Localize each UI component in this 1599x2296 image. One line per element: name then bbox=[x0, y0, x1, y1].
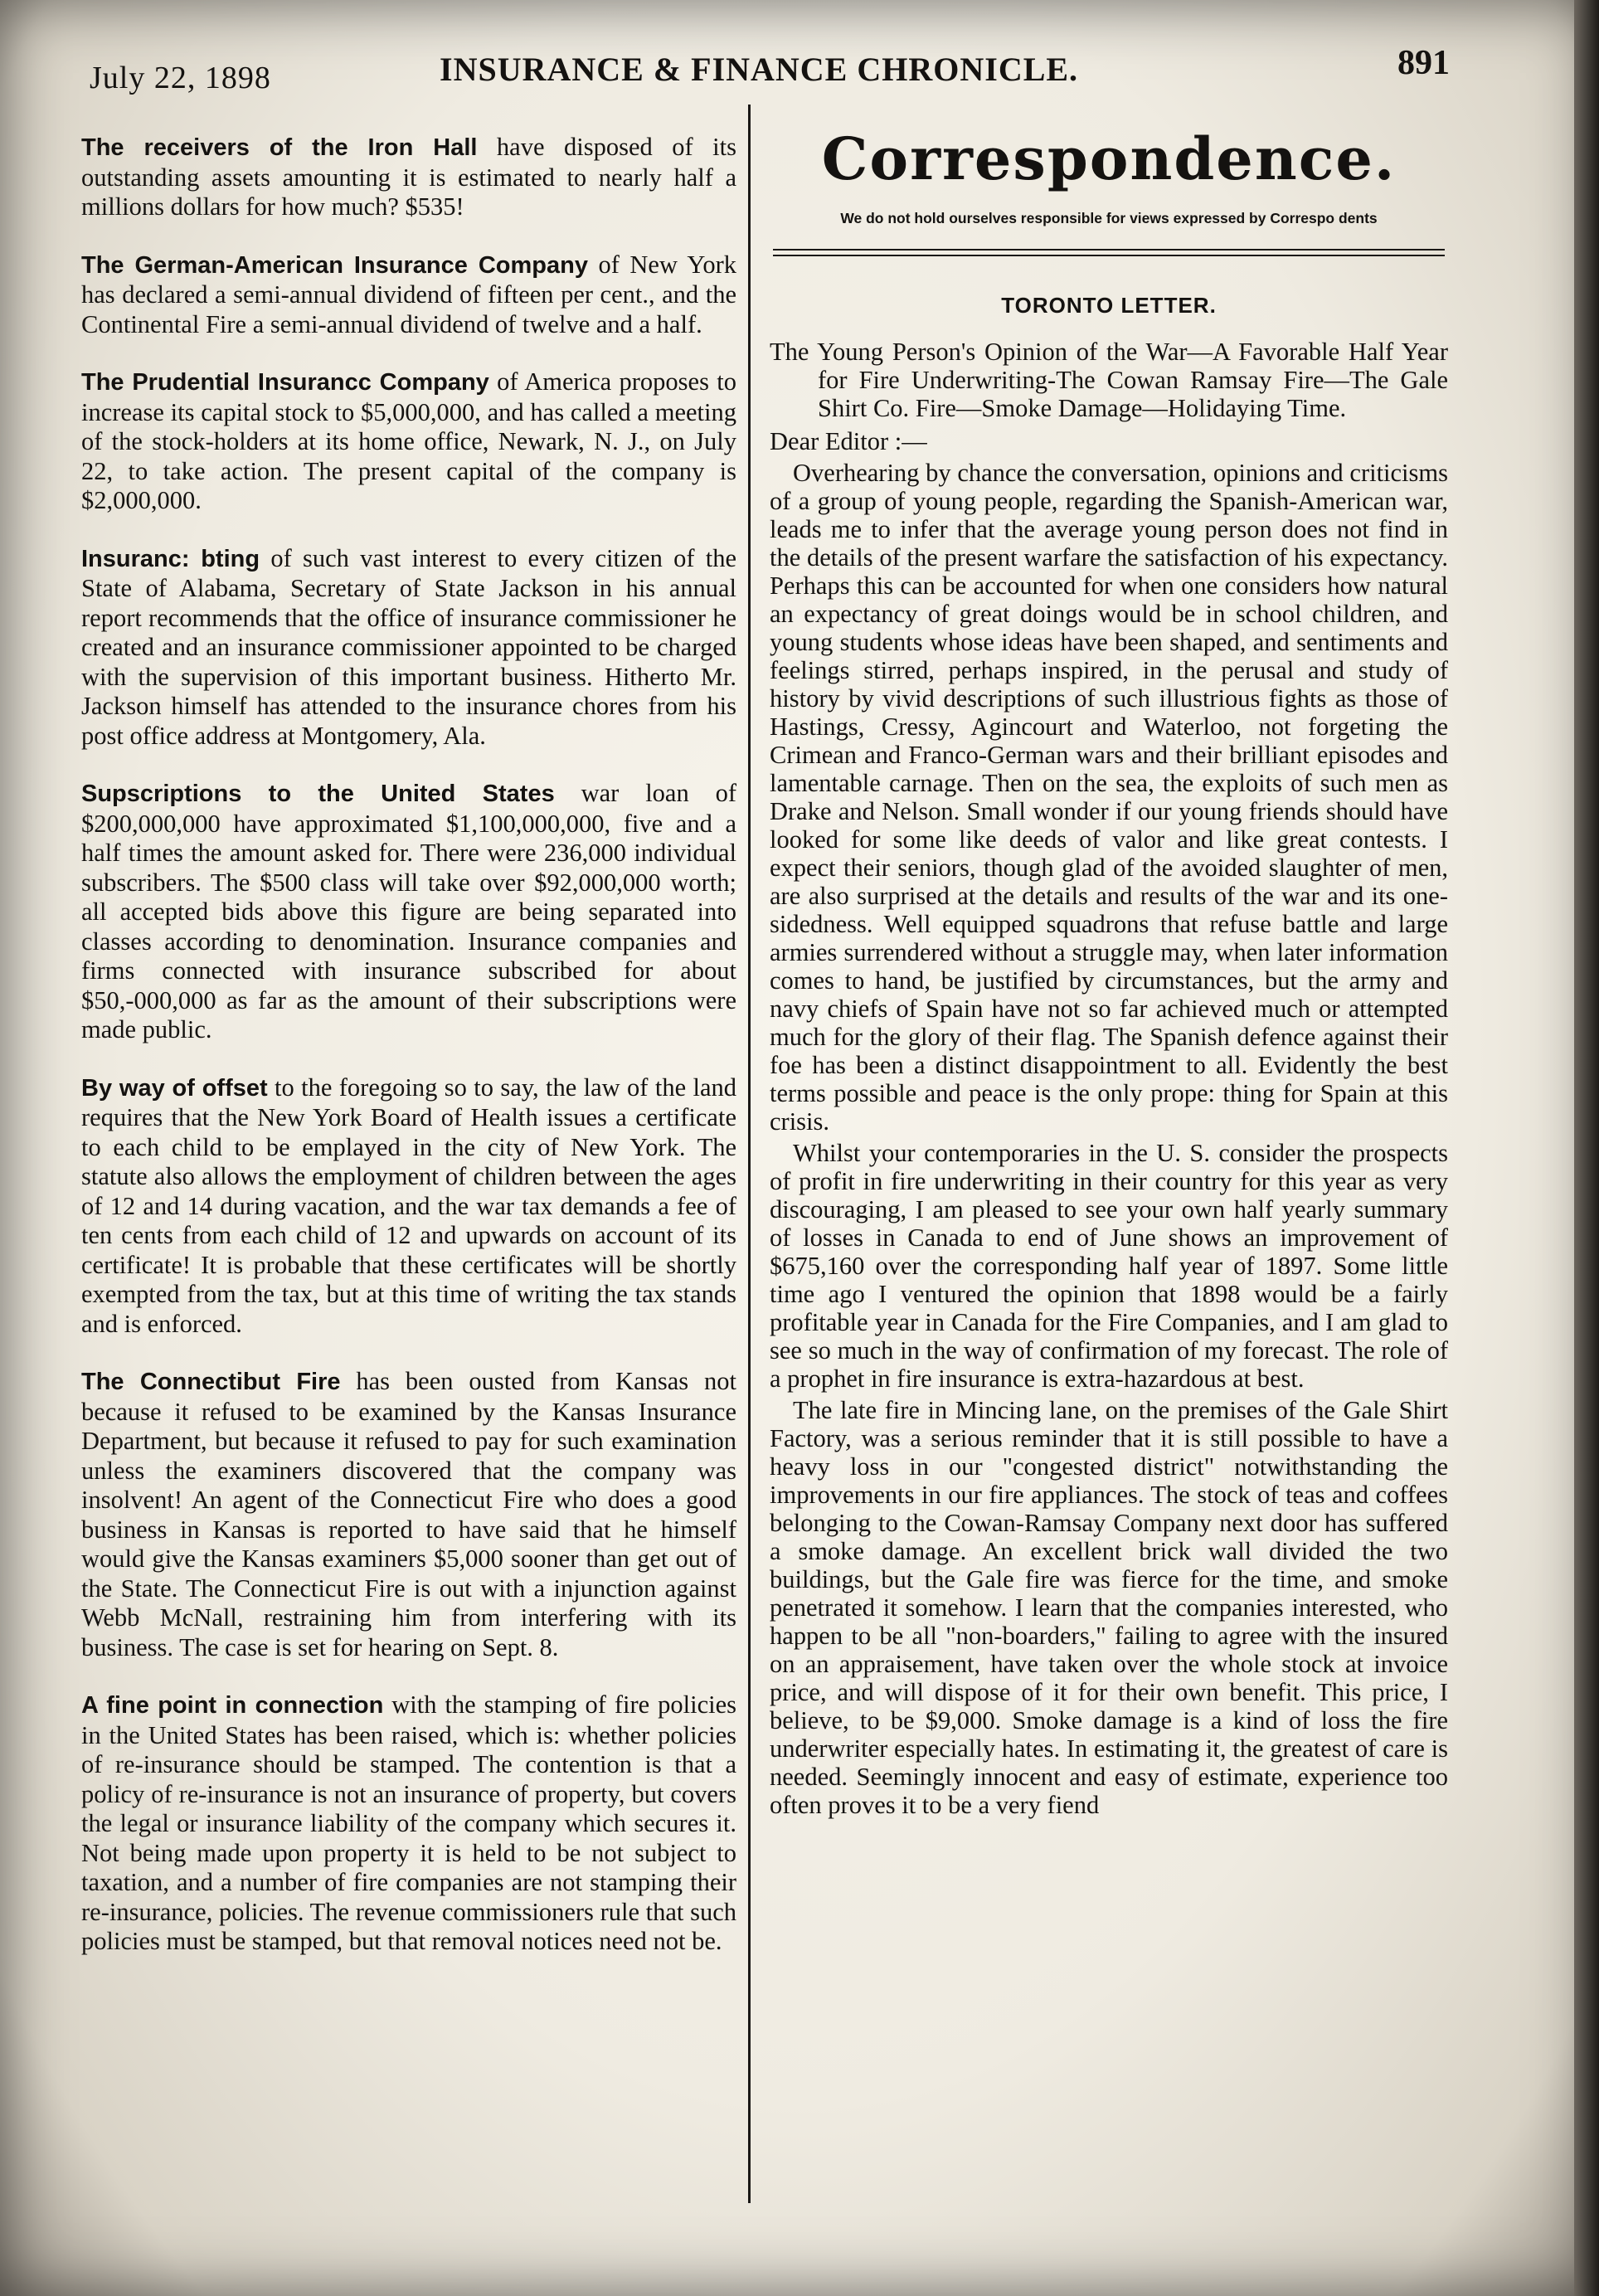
page-edge-shadow bbox=[1574, 0, 1599, 2296]
news-item-text: has been ousted from Kansas not because it refused to be examined by the Kansas Insurance Department, but because it refused to pay for such examination unless the examiners discovered that the company was insolvent! An agent of the Connecticut Fire who does a good business in Kansas is reported to have said that he himself would give the Kansas examiners $5,000 sooner than get out of the State. The Connecticut Fire is out with a injunction against Webb McNall, restraining him from interfering with its business. The case is set for hearing on Sept. 8. bbox=[81, 1367, 737, 1661]
page-number: 891 bbox=[1397, 44, 1450, 82]
news-item-lead: The receivers of the Iron Hall bbox=[81, 134, 478, 161]
news-item bbox=[81, 1690, 736, 1957]
letter-paragraph: Overhearing by chance the conversation, opinions and criticisms of a group of young people, regarding the Spanish-American war, leads me to infer that the average young person does not find in the details of the present warfare the satisfaction of his expectancy. Perhaps this can be accounted for when one considers how natural an expectancy of great doings would be in school children, and young students whose ideas have been shaped, and sentiments and feelings stirred, perhaps inspired, in the perusal and study of history by vivid descriptions of such illustrious fights as those of Hastings, Cressy, Agincourt and Waterloo, not forgeting the Crimean and Franco-German wars and their brilliant episodes and lamentable carnage. Then on the sea, the exploits of such men as Drake and Nelson. Small wonder if our young friends should have looked for some like deeds of valor and like great contests. I expect their seniors, though glad of the avoided slaughter of men, are also surprised at the details and results of the war and its one-sidedness. Well equipped squadrons that refuse battle and large armies surrendered without a struggle may, when later information comes to hand, be justified by circumstances, but the army and navy chiefs of Spain have not so far achieved much or attempted much for the glory of their flag. The Spanish defence against their foe has been a distinct disappointment to all. Evidently the best terms possible and peace is the only prope: thing for Spain at this crisis. bbox=[770, 459, 1448, 1136]
news-item-lead: A fine point in connection bbox=[81, 1692, 384, 1719]
news-item-lead: Supscriptions to the United States bbox=[81, 781, 555, 807]
publication-title: INSURANCE & FINANCE CHRONICLE. bbox=[440, 51, 1079, 88]
news-item-text: of New York has declared a semi-annual dividend of fifteen per cent., and the Continental Fire a semi-annual dividend of twelve and a half. bbox=[81, 250, 736, 338]
news-item bbox=[81, 1367, 736, 1662]
correspondence-disclaimer: We do not hold ourselves responsible for views expressed by Correspo dents bbox=[840, 210, 1378, 226]
news-item-text: of America proposes to increase its capital stock to $5,000,000, and has called a meeting of the stock-holders at its home office, Newark, N. J., on July 22, to take action. The present capital of the company is $2,000,000. bbox=[81, 367, 737, 514]
news-item-text: of such vast interest to every citizen of the State of Alabama, Secretary of State Jackson in his annual report recommends that the office of insurance commissioner he created and an insurance commissioner appointed to be charged with the supervision of this important business. Hitherto Mr. Jackson himself has attended to the insurance chores from his post office address at Montgomery, Ala. bbox=[81, 543, 736, 750]
letter-subheading: The Young Person's Opinion of the War—A Favorable Half Year for Fire Underwriting-The Cowan Ramsay Fire—The Gale Shirt Co. Fire—Smoke Damage—Holidaying Time. bbox=[770, 338, 1448, 422]
news-item-text: with the stamping of fire policies in the United States has been raised, which is: whether policies of re-insurance should be stamped. The contention is that a policy of re-insurance is not an insurance of property, but covers the legal or insurance liability of the company which secures it. Not being made upon property it is held to be not subject to taxation, and a number of fire companies are not stamping their re-insurance, policies. The revenue commissioners rule that such policies must be stamped, but that removal notices need not be. bbox=[81, 1690, 736, 1955]
news-item-lead: The Connectibut Fire bbox=[81, 1369, 341, 1395]
correspondence-masthead: Correspondence. bbox=[821, 124, 1397, 193]
letter-paragraph: The late fire in Mincing lane, on the premises of the Gale Shirt Factory, was a serious reminder that it is still possible to have a heavy loss in our "congested district" notwithstanding the improvements in our fire appliances. The stock of teas and coffees belonging to the Cowan-Ramsay Company next door has suffered a smoke damage. An excellent brick wall divided the two buildings, but the Gale fire was fierce for the time, and smoke penetrated it somehow. I learn that the companies interested, who happen to be all "non-boarders," failing to agree with the insured on an appraisement, have taken over the whole stock at invoice price, and will dispose of it for their own benefit. This price, I believe, to be $9,000. Smoke damage is a kind of loss the fire underwriter especially hates. In estimating it, the greatest of care is needed. Seemingly innocent and easy of estimate, experience too often proves it to be a very fiend bbox=[770, 1396, 1448, 1819]
letter-paragraph: Whilst your contemporaries in the U. S. consider the prospects of profit in fire underwriting in their country for this year as very discouraging, I am pleased to see your own half yearly summary of losses in Canada to end of June shows an improvement of $675,160 over the corresponding half year of 1897. Some little time ago I ventured the opinion that 1898 would be a fairly profitable year in Canada for the Fire Companies, and I am glad to see so much in the way of confirmation of my forecast. The role of a prophet in fire insurance is extra-hazardous at best. bbox=[770, 1139, 1448, 1393]
news-item bbox=[81, 1073, 736, 1340]
left-column bbox=[81, 133, 736, 1957]
section-rule bbox=[773, 249, 1445, 256]
news-item-text: have disposed of its outstanding assets amounting it is estimated to nearly half a millions dollars for how much? $535! bbox=[81, 133, 736, 221]
news-item-text: war loan of $200,000,000 have approximated $1,100,000,000, five and a half times the amount asked for. There were 236,000 individual subscribers. The $500 class will take over $92,000,000 worth; all accepted bids above this figure are being separated into classes according to denomination. Insurance companies and firms connected with insurance subscribed for about $50,-000,000 as far as the amount of their subscriptions were made public. bbox=[81, 779, 737, 1043]
news-item-lead: By way of offset bbox=[81, 1074, 268, 1102]
letter-title: TORONTO LETTER. bbox=[1001, 293, 1217, 318]
news-item-lead: Insuranc: bting bbox=[81, 545, 260, 572]
running-head bbox=[83, 40, 1450, 98]
letter-salutation: Dear Editor :— bbox=[770, 427, 927, 455]
news-item bbox=[81, 367, 736, 516]
news-item bbox=[81, 544, 736, 752]
news-item-lead: The German-American Insurance Company bbox=[81, 251, 588, 279]
news-item-text: to the foregoing so to say, the law of the land requires that the New York Board of Health issues a certificate to each child to be emplayed in the city of New York. The statute also allows the employment of children between the ages of 12 and 14 during vacation, and the war tax demands a fee of ten cents from each child of 12 and upwards on account of its certificate! It is probable that these certificates will be shortly exempted from the tax, but at this time of writing the tax stands and is enforced. bbox=[81, 1073, 736, 1338]
news-item bbox=[81, 133, 736, 222]
right-column bbox=[770, 109, 1448, 1819]
news-item bbox=[81, 779, 736, 1045]
column-divider bbox=[748, 105, 751, 2203]
news-item-lead: The Prudential Insurancc Company bbox=[81, 369, 489, 396]
news-item bbox=[81, 251, 736, 340]
issue-date: July 22, 1898 bbox=[90, 61, 271, 95]
